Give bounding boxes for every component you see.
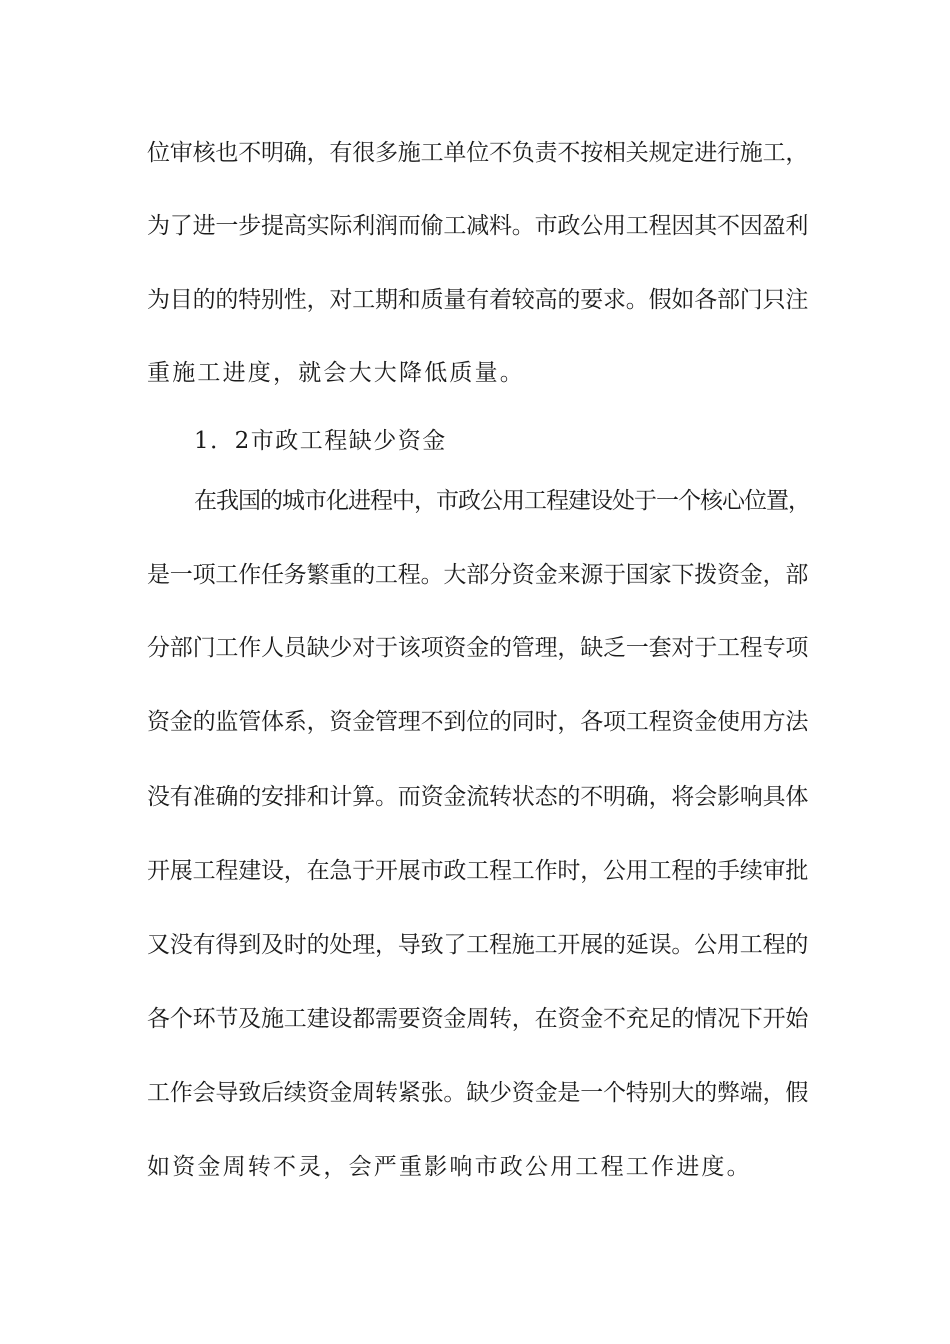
paragraph-2-line-8: 各个环节及施工建设都需要资金周转，在资金不充足的情况下开始 <box>147 1006 809 1032</box>
paragraph-2-line-6: 开展工程建设，在急于开展市政工程工作时，公用工程的手续审批 <box>147 858 809 884</box>
paragraph-2-line-5: 没有准确的安排和计算。而资金流转状态的不明确，将会影响具体 <box>147 784 809 810</box>
paragraph-2-line-9: 工作会导致后续资金周转紧张。缺少资金是一个特别大的弊端，假 <box>147 1080 809 1106</box>
paragraph-1-line-1: 位审核也不明确，有很多施工单位不负责不按相关规定进行施工， <box>147 140 809 166</box>
paragraph-2-line-1: 在我国的城市化进程中，市政公用工程建设处于一个核心位置， <box>194 488 810 514</box>
paragraph-2-line-7: 又没有得到及时的处理，导致了工程施工开展的延误。公用工程的 <box>147 932 809 958</box>
paragraph-2-line-10: 如资金周转不灵，会严重影响市政公用工程工作进度。 <box>147 1154 752 1180</box>
paragraph-1-line-4: 重施工进度，就会大大降低质量。 <box>147 360 525 386</box>
paragraph-2-line-3: 分部门工作人员缺少对于该项资金的管理，缺乏一套对于工程专项 <box>147 635 809 661</box>
paragraph-2-line-4: 资金的监管体系，资金管理不到位的同时，各项工程资金使用方法 <box>147 709 809 735</box>
paragraph-1-line-3: 为目的的特别性，对工期和质量有着较高的要求。假如各部门只注 <box>147 287 809 313</box>
paragraph-1-line-2: 为了进一步提高实际利润而偷工减料。市政公用工程因其不因盈利 <box>147 213 809 239</box>
paragraph-2-line-2: 是一项工作任务繁重的工程。大部分资金来源于国家下拨资金，部 <box>147 562 809 588</box>
section-heading: 1．2市政工程缺少资金 <box>194 428 447 454</box>
